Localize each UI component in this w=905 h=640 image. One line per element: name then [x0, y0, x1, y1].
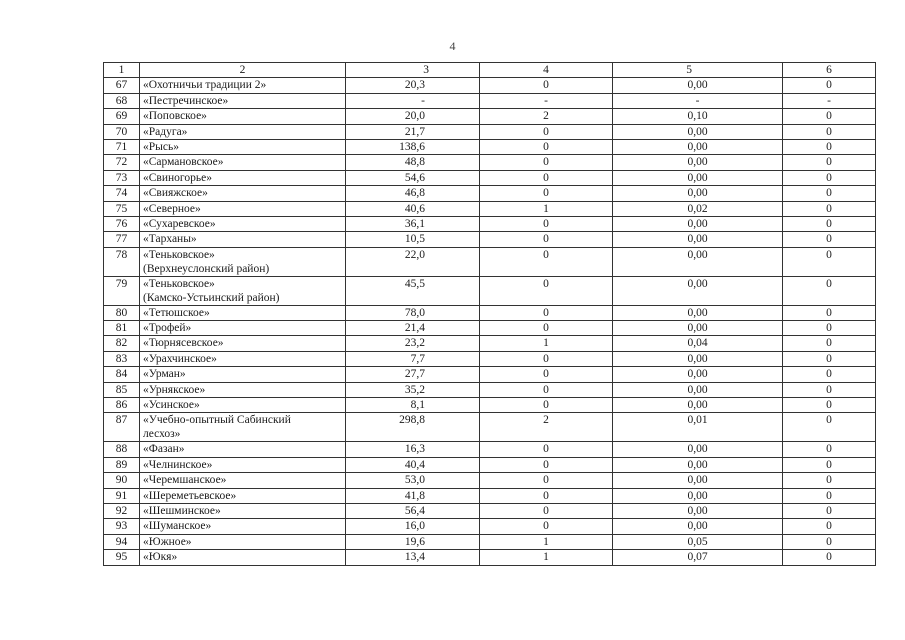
row-name-line: «Челнинское»: [143, 458, 213, 471]
table-row: [104, 473, 876, 488]
row-number-cell: 90: [104, 473, 140, 488]
row-col6-cell: 0: [783, 473, 876, 488]
row-number-cell: 89: [104, 457, 140, 472]
row-number-cell: 85: [104, 382, 140, 397]
row-col3-cell: 45,5: [346, 276, 480, 305]
table-row: [104, 367, 876, 382]
row-col3-cell: 53,0: [346, 473, 480, 488]
row-col6-cell: 0: [783, 78, 876, 93]
row-name-line: «Тетюшское»: [143, 306, 210, 319]
row-col3-cell: 41,8: [346, 488, 480, 503]
row-col3-cell: 21,4: [346, 321, 480, 336]
row-col3-cell: 27,7: [346, 367, 480, 382]
row-col3-cell: 16,3: [346, 442, 480, 457]
row-col4-cell: 0: [480, 367, 613, 382]
row-col5-cell: 0,01: [613, 413, 783, 442]
row-col6-cell: 0: [783, 351, 876, 366]
row-name-line: (Камско-Устьинский район): [143, 291, 280, 304]
row-col4-cell: 0: [480, 457, 613, 472]
row-name-cell: [140, 78, 346, 93]
row-name-cell: [140, 534, 346, 549]
row-col6-cell: 0: [783, 398, 876, 413]
row-col6-cell: 0: [783, 503, 876, 518]
row-name-line: «Свияжское»: [143, 187, 208, 200]
row-col3-cell: 54,6: [346, 170, 480, 185]
row-number-cell: 80: [104, 305, 140, 320]
row-name-cell: [140, 473, 346, 488]
row-col6-cell: 0: [783, 139, 876, 154]
row-col5-cell: 0,00: [613, 442, 783, 457]
row-col3-cell: 13,4: [346, 550, 480, 565]
row-name-line: «Черемшанское»: [143, 474, 227, 487]
row-name-line: «Теньковское»: [143, 277, 215, 290]
row-name-line: «Фазан»: [143, 443, 185, 456]
row-col6-cell: 0: [783, 336, 876, 351]
row-name-line: «Урман»: [143, 368, 186, 381]
row-col6-cell: 0: [783, 457, 876, 472]
row-col6-cell: 0: [783, 201, 876, 216]
row-col3-cell: 8,1: [346, 398, 480, 413]
row-col3-cell: 20,3: [346, 78, 480, 93]
table-row: [104, 398, 876, 413]
row-col4-cell: 0: [480, 170, 613, 185]
row-name-line: «Южное»: [143, 535, 192, 548]
row-col6-cell: 0: [783, 305, 876, 320]
row-col3-cell: 23,2: [346, 336, 480, 351]
row-name-line: «Сухаревское»: [143, 217, 216, 230]
row-name-cell: [140, 216, 346, 231]
row-col4-cell: 0: [480, 124, 613, 139]
row-col5-cell: 0,00: [613, 519, 783, 534]
row-col6-cell: 0: [783, 382, 876, 397]
row-col5-cell: 0,05: [613, 534, 783, 549]
row-number-cell: 78: [104, 247, 140, 276]
row-name-line: «Северное»: [143, 202, 201, 215]
row-name-line: «Рысь»: [143, 140, 179, 153]
row-number-cell: 79: [104, 276, 140, 305]
row-number-cell: 95: [104, 550, 140, 565]
row-col4-cell: 0: [480, 473, 613, 488]
row-number-cell: 77: [104, 232, 140, 247]
row-number-cell: 94: [104, 534, 140, 549]
header-cell-4: 4: [480, 63, 613, 78]
row-col5-cell: 0,00: [613, 503, 783, 518]
row-name-cell: [140, 457, 346, 472]
table-row: [104, 351, 876, 366]
row-col6-cell: 0: [783, 442, 876, 457]
table-row: [104, 186, 876, 201]
row-name-cell: [140, 93, 346, 108]
row-col4-cell: 0: [480, 216, 613, 231]
row-col6-cell: 0: [783, 124, 876, 139]
table-row: [104, 488, 876, 503]
row-col5-cell: 0,00: [613, 382, 783, 397]
table-row: [104, 519, 876, 534]
row-col5-cell: 0,00: [613, 186, 783, 201]
row-col3-cell: 138,6: [346, 139, 480, 154]
row-col4-cell: 0: [480, 488, 613, 503]
row-number-cell: 91: [104, 488, 140, 503]
table-row: [104, 276, 876, 305]
row-col5-cell: 0,00: [613, 305, 783, 320]
row-number-cell: 69: [104, 109, 140, 124]
row-name-cell: [140, 398, 346, 413]
row-col5-cell: 0,00: [613, 78, 783, 93]
row-col5-cell: 0,00: [613, 351, 783, 366]
row-col4-cell: 0: [480, 382, 613, 397]
row-name-cell: [140, 124, 346, 139]
row-col5-cell: 0,00: [613, 488, 783, 503]
row-col3-cell: 78,0: [346, 305, 480, 320]
row-number-cell: 73: [104, 170, 140, 185]
row-name-cell: [140, 305, 346, 320]
row-col4-cell: 1: [480, 336, 613, 351]
table-body: [104, 63, 876, 566]
row-name-line: «Сармановское»: [143, 156, 224, 169]
row-col4-cell: 0: [480, 305, 613, 320]
row-name-line: лесхоз»: [143, 428, 181, 441]
row-col6-cell: 0: [783, 534, 876, 549]
row-name-line: «Тюрнясевское»: [143, 337, 224, 350]
header-cell-1: 1: [104, 63, 140, 78]
row-number-cell: 86: [104, 398, 140, 413]
row-col3-cell: 10,5: [346, 232, 480, 247]
table-row: [104, 139, 876, 154]
row-name-cell: [140, 109, 346, 124]
row-number-cell: 92: [104, 503, 140, 518]
row-col4-cell: 1: [480, 534, 613, 549]
row-col3-cell: 40,4: [346, 457, 480, 472]
row-col6-cell: 0: [783, 109, 876, 124]
row-col5-cell: 0,10: [613, 109, 783, 124]
row-name-cell: [140, 276, 346, 305]
row-col6-cell: 0: [783, 232, 876, 247]
row-col4-cell: 1: [480, 550, 613, 565]
row-col6-cell: 0: [783, 367, 876, 382]
row-col6-cell: 0: [783, 247, 876, 276]
row-col4-cell: 0: [480, 139, 613, 154]
table-row: [104, 550, 876, 565]
row-col3-cell: 56,4: [346, 503, 480, 518]
row-col4-cell: 0: [480, 276, 613, 305]
table-row: [104, 247, 876, 276]
header-cell-5: 5: [613, 63, 783, 78]
row-number-cell: 74: [104, 186, 140, 201]
table-row: [104, 457, 876, 472]
row-col5-cell: 0,00: [613, 155, 783, 170]
row-col3-cell: 298,8: [346, 413, 480, 442]
row-name-cell: [140, 503, 346, 518]
row-name-line: «Свиногорье»: [143, 171, 212, 184]
row-col4-cell: 0: [480, 155, 613, 170]
row-col3-cell: 20,0: [346, 109, 480, 124]
row-col5-cell: 0,00: [613, 170, 783, 185]
row-number-cell: 76: [104, 216, 140, 231]
row-col3-cell: 21,7: [346, 124, 480, 139]
row-number-cell: 72: [104, 155, 140, 170]
table-row: [104, 216, 876, 231]
row-name-cell: [140, 413, 346, 442]
row-col6-cell: 0: [783, 186, 876, 201]
row-number-cell: 84: [104, 367, 140, 382]
row-col5-cell: 0,00: [613, 276, 783, 305]
table-row: [104, 503, 876, 518]
row-name-line: (Верхнеуслонский район): [143, 262, 270, 275]
row-col4-cell: 0: [480, 519, 613, 534]
row-name-cell: [140, 519, 346, 534]
table-row: [104, 93, 876, 108]
row-name-line: «Пестречинское»: [143, 94, 229, 107]
row-number-cell: 70: [104, 124, 140, 139]
row-col4-cell: 0: [480, 78, 613, 93]
row-number-cell: 75: [104, 201, 140, 216]
row-number-cell: 88: [104, 442, 140, 457]
row-col3-cell: 22,0: [346, 247, 480, 276]
row-name-cell: [140, 139, 346, 154]
table-row: [104, 109, 876, 124]
row-number-cell: 67: [104, 78, 140, 93]
row-col3-cell: 40,6: [346, 201, 480, 216]
row-name-line: «Охотничьи традиции 2»: [143, 79, 267, 92]
row-name-cell: [140, 186, 346, 201]
table-row: [104, 442, 876, 457]
table-row: [104, 321, 876, 336]
row-col4-cell: 0: [480, 442, 613, 457]
row-col5-cell: 0,02: [613, 201, 783, 216]
row-name-cell: [140, 442, 346, 457]
data-table: [103, 62, 876, 566]
row-name-cell: [140, 367, 346, 382]
row-col4-cell: 0: [480, 503, 613, 518]
row-col4-cell: 0: [480, 186, 613, 201]
row-col5-cell: 0,07: [613, 550, 783, 565]
row-name-line: «Усинское»: [143, 399, 200, 412]
row-col5-cell: 0,00: [613, 321, 783, 336]
table-row: [104, 413, 876, 442]
row-name-cell: [140, 170, 346, 185]
header-cell-2: 2: [140, 63, 346, 78]
row-number-cell: 82: [104, 336, 140, 351]
row-col6-cell: 0: [783, 216, 876, 231]
row-col5-cell: 0,00: [613, 473, 783, 488]
table-row: [104, 155, 876, 170]
row-col5-cell: 0,04: [613, 336, 783, 351]
table-header-row: [104, 63, 876, 78]
row-number-cell: 83: [104, 351, 140, 366]
table-row: [104, 534, 876, 549]
row-col4-cell: 0: [480, 232, 613, 247]
row-col3-cell: 7,7: [346, 351, 480, 366]
table-row: [104, 170, 876, 185]
row-name-line: «Тарханы»: [143, 233, 197, 246]
row-col5-cell: 0,00: [613, 367, 783, 382]
row-col3-cell: -: [346, 93, 480, 108]
row-name-cell: [140, 382, 346, 397]
row-col4-cell: 1: [480, 201, 613, 216]
table-row: [104, 232, 876, 247]
row-name-cell: [140, 232, 346, 247]
row-name-cell: [140, 201, 346, 216]
row-name-line: «Шереметьевское»: [143, 489, 237, 502]
row-col6-cell: 0: [783, 519, 876, 534]
row-col4-cell: 0: [480, 321, 613, 336]
row-col3-cell: 16,0: [346, 519, 480, 534]
row-col6-cell: 0: [783, 155, 876, 170]
row-number-cell: 81: [104, 321, 140, 336]
row-col4-cell: 2: [480, 413, 613, 442]
row-col3-cell: 36,1: [346, 216, 480, 231]
row-name-line: «Теньковское»: [143, 248, 215, 261]
row-name-line: «Учебно-опытный Сабинский: [143, 414, 291, 427]
row-col5-cell: -: [613, 93, 783, 108]
row-col3-cell: 35,2: [346, 382, 480, 397]
row-col3-cell: 19,6: [346, 534, 480, 549]
row-number-cell: 93: [104, 519, 140, 534]
row-col3-cell: 46,8: [346, 186, 480, 201]
row-name-cell: [140, 321, 346, 336]
row-col5-cell: 0,00: [613, 139, 783, 154]
row-name-cell: [140, 155, 346, 170]
row-col6-cell: 0: [783, 550, 876, 565]
row-col5-cell: 0,00: [613, 216, 783, 231]
row-col4-cell: -: [480, 93, 613, 108]
row-name-line: «Трофей»: [143, 322, 192, 335]
header-cell-6: 6: [783, 63, 876, 78]
row-col5-cell: 0,00: [613, 232, 783, 247]
row-col6-cell: 0: [783, 488, 876, 503]
row-col6-cell: 0: [783, 170, 876, 185]
row-col4-cell: 0: [480, 351, 613, 366]
row-name-line: «Урнякское»: [143, 383, 206, 396]
row-col5-cell: 0,00: [613, 124, 783, 139]
table-row: [104, 78, 876, 93]
row-col4-cell: 0: [480, 398, 613, 413]
row-name-cell: [140, 550, 346, 565]
row-name-cell: [140, 488, 346, 503]
row-name-line: «Юкя»: [143, 551, 178, 564]
row-name-line: «Радуга»: [143, 125, 188, 138]
page-number: 4: [449, 39, 456, 53]
row-col6-cell: -: [783, 93, 876, 108]
row-col5-cell: 0,00: [613, 457, 783, 472]
row-col4-cell: 2: [480, 109, 613, 124]
row-name-cell: [140, 336, 346, 351]
row-col5-cell: 0,00: [613, 247, 783, 276]
row-col3-cell: 48,8: [346, 155, 480, 170]
row-number-cell: 71: [104, 139, 140, 154]
row-col4-cell: 0: [480, 247, 613, 276]
row-name-line: «Поповское»: [143, 110, 207, 123]
row-name-cell: [140, 351, 346, 366]
row-number-cell: 68: [104, 93, 140, 108]
table-row: [104, 305, 876, 320]
row-name-line: «Шешминское»: [143, 504, 221, 517]
row-number-cell: 87: [104, 413, 140, 442]
table-row: [104, 336, 876, 351]
table-row: [104, 201, 876, 216]
row-col6-cell: 0: [783, 276, 876, 305]
row-col6-cell: 0: [783, 413, 876, 442]
row-name-line: «Шуманское»: [143, 520, 212, 533]
row-name-line: «Урахчинское»: [143, 352, 217, 365]
table-row: [104, 124, 876, 139]
row-name-cell: [140, 247, 346, 276]
row-col5-cell: 0,00: [613, 398, 783, 413]
header-cell-3: 3: [346, 63, 480, 78]
row-col6-cell: 0: [783, 321, 876, 336]
table-row: [104, 382, 876, 397]
